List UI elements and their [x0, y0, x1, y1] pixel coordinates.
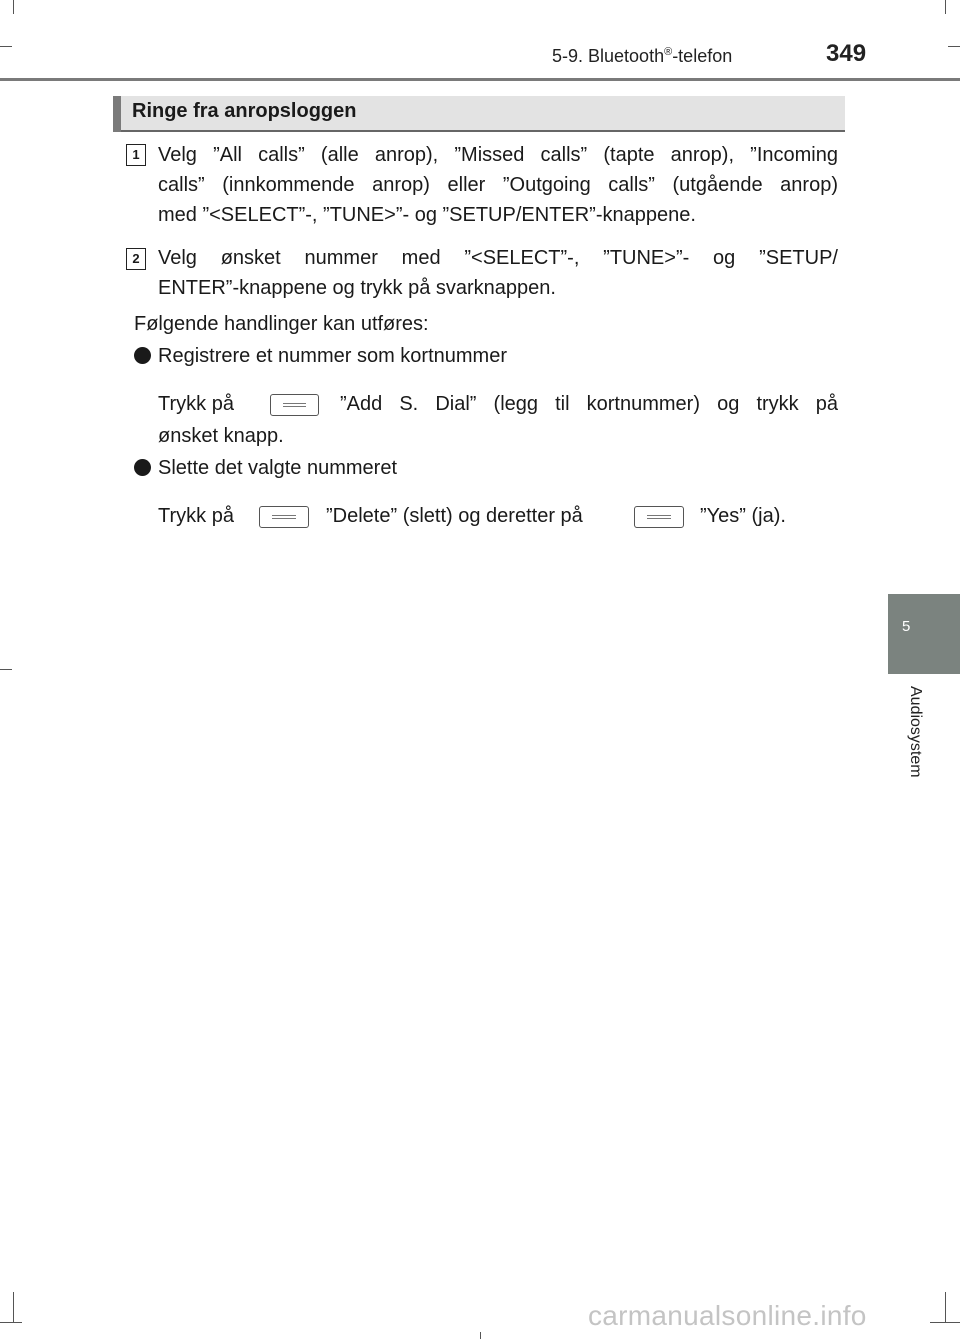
crop-mark	[945, 1292, 946, 1322]
step-1-line: calls” (innkommende anrop) eller ”Outgoing calls” (utgående anrop)	[158, 174, 838, 196]
registered-mark: ®	[664, 46, 673, 58]
crop-mark	[930, 1322, 960, 1323]
bullet-1-text: ”Add S. Dial” (legg til kortnummer) og trykk på	[340, 393, 838, 415]
watermark: carmanualsonline.info	[588, 1300, 867, 1331]
section-heading-bar	[113, 96, 845, 132]
crop-mark	[0, 1322, 22, 1323]
bullet-1-text-cont: ønsket knapp.	[158, 425, 284, 447]
chapter-tab	[888, 594, 960, 674]
bullet-2-text-end: ”Yes” (ja).	[700, 505, 786, 527]
intro-text: Følgende handlinger kan utføres:	[134, 313, 429, 335]
phone-key-icon	[270, 394, 319, 416]
crop-mark	[13, 1292, 14, 1322]
chapter-label: Audiosystem	[907, 686, 924, 778]
step-2-text	[158, 243, 838, 303]
header-rule	[0, 78, 960, 81]
phone-key-icon	[634, 506, 684, 528]
crop-mark	[13, 0, 14, 14]
crop-mark	[480, 1332, 481, 1339]
bullet-1-press-label: Trykk på	[158, 393, 234, 415]
page-number: 349	[826, 40, 867, 67]
crop-mark	[948, 46, 960, 47]
bullet-2-text: ”Delete” (slett) og deretter på	[326, 505, 583, 527]
phone-key-icon	[259, 506, 309, 528]
bullet-icon	[134, 459, 151, 476]
step-1-text	[158, 140, 838, 230]
bullet-2-press-label: Trykk på	[158, 505, 234, 527]
step-number-2: 2	[126, 248, 146, 270]
bullet-1-title: Registrere et nummer som kortnummer	[158, 345, 507, 367]
bullet-2-title: Slette det valgte nummeret	[158, 457, 398, 479]
step-2-line: Velg ønsket nummer med ”<SELECT”-, ”TUNE>”- og ”SETUP/	[158, 247, 838, 269]
section-title: 5-9. Bluetooth®-telefon	[552, 46, 733, 66]
chapter-number: 5	[902, 618, 911, 635]
bullet-icon	[134, 347, 151, 364]
crop-mark	[0, 669, 12, 670]
section-heading: Ringe fra anropsloggen	[132, 100, 357, 122]
step-1-line: Velg ”All calls” (alle anrop), ”Missed calls” (tapte anrop), ”Incoming	[158, 144, 838, 166]
step-2-line: ENTER”-knappene og trykk på svarknappen.	[158, 277, 556, 299]
step-number-1: 1	[126, 144, 146, 166]
step-1-line: med ”<SELECT”-, ”TUNE>”- og ”SETUP/ENTER”-knappene.	[158, 204, 696, 226]
crop-mark	[0, 46, 12, 47]
crop-mark	[945, 0, 946, 14]
